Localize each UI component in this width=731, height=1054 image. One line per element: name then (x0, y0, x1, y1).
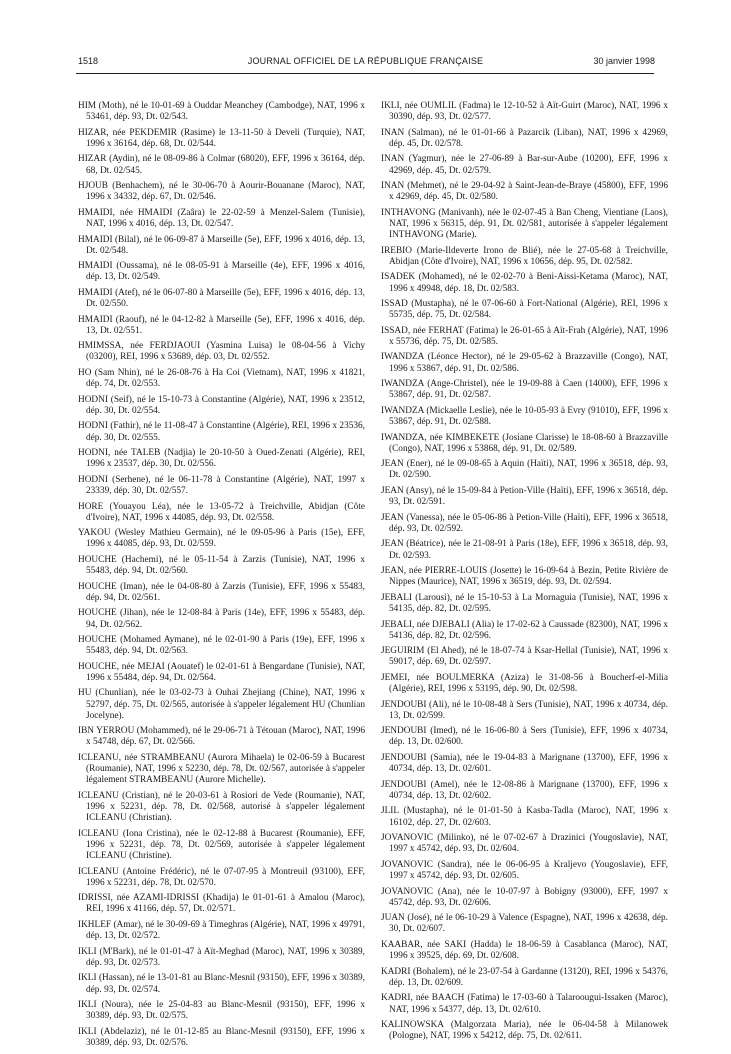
register-entry: HO (Sam Nhin), né le 26-08-76 à Ha Coi (Vietnam), NAT, 1996 x 41821, dép. 74, Dt. 02/553. (78, 368, 365, 390)
register-entry: HIZAR, née PEKDEMIR (Rasime) le 13-11-50 à Develi (Turquie), NAT, 1996 x 36164, dép. 68, Dt. 02/544. (78, 127, 365, 149)
register-entry: ICLEANU (Iona Cristina), née le 02-12-88 à Bucarest (Roumanie), EFF, 1996 x 52231, dép. 78, Dt. 02/569, autorisée à s'appeler légalement ICLEANU (Christine). (78, 828, 365, 862)
register-entry: JOVANOVIC (Milinko), né le 07-02-67 à Drazinici (Yougoslavie), NAT, 1997 x 45742, dép. 93, Dt. 02/604. (381, 833, 668, 855)
register-entry: IDRISSI, née AZAMI-IDRISSI (Khadija) le 01-01-61 à Amalou (Maroc), REI, 1996 x 41166, dép. 57, Dt. 02/571. (78, 893, 365, 915)
register-entry: HOUCHE, née MEJAI (Aouatef) le 02-01-61 à Bengardane (Tunisie), NAT, 1996 x 55484, dép. 94, Dt. 02/564. (78, 661, 365, 683)
register-entry: JENDOUBI (Ali), né le 10-08-48 à Sers (Tunisie), NAT, 1996 x 40734, dép. 13, Dt. 02/599. (381, 699, 668, 721)
register-entry: JOVANOVIC (Ana), née le 10-07-97 à Bobigny (93000), EFF, 1997 x 45742, dép. 93, Dt. 02/606. (381, 886, 668, 908)
register-entry: INAN (Mehmet), né le 29-04-92 à Saint-Jean-de-Braye (45800), EFF, 1996 x 42969, dép. 45, Dt. 02/580. (381, 181, 668, 203)
register-entry: IWANDZA (Léonce Hector), né le 29-05-62 à Brazzaville (Congo), NAT, 1996 x 53867, dép. 91, Dt. 02/586. (381, 352, 668, 374)
register-entry: IREBIO (Marie-Ildeverte Irono de Blié), née le 27-05-68 à Treichville, Abidjan (Côte d'Ivoire), NAT, 1996 x 10656, dép. 95, Dt. 02/582. (381, 245, 668, 267)
register-entry: KAABAR, née SAKI (Hadda) le 18-06-59 à Casablanca (Maroc), NAT, 1996 x 39525, dép. 69, Dt. 02/608. (381, 939, 668, 962)
register-entry: HU (Chunlian), née le 03-02-73 à Ouhai Zhejiang (Chine), NAT, 1996 x 52797, dép. 75, Dt. 02/565, autorisée à s'appeler légalement HU (Chunlian Jocelyne). (78, 688, 365, 721)
register-entry: HODNI (Fathir), né le 11-08-47 à Constantine (Algérie), REI, 1996 x 23536, dép. 30, Dt. 02/555. (78, 421, 365, 443)
register-entry: ICLEANU (Antoine Frédéric), né le 07-07-95 à Montreuil (93100), EFF, 1996 x 52231, dép. 78, Dt. 02/570. (78, 866, 365, 888)
register-entry: IKHLEF (Amar), né le 30-09-69 à Timeghras (Algérie), NAT, 1996 x 49791, dép. 13, Dt. 02/572. (78, 920, 365, 942)
register-entry: IKLI, née OUMLIL (Fadma) le 12-10-52 à Aït-Guirt (Maroc), NAT, 1996 x 30390, dép. 93, Dt. 02/577. (381, 101, 668, 123)
register-entry: HMAIDI (Oussama), né le 08-05-91 à Marseille (4e), EFF, 1996 x 4016, dép. 13, Dt. 02/549. (78, 261, 365, 283)
register-entry: KALINOWSKA (Malgorzata Maria), née le 06-04-58 à Milanowek (Pologne), NAT, 1996 x 54212, dép. 75, Dt. 02/611. (381, 1020, 668, 1042)
register-entry: HODNI (Serhene), né le 06-11-78 à Constantine (Algérie), NAT, 1997 x 23339, dép. 30, Dt. 02/557. (78, 474, 365, 496)
register-entry: JENDOUBI (Samia), née le 19-04-83 à Marignane (13700), EFF, 1996 x 40734, dép. 13, Dt. 02/601. (381, 753, 668, 775)
register-entry: JEBALI, née DJEBALI (Alia) le 17-02-62 à Caussade (82300), NAT, 1996 x 54136, dép. 82, Dt. 02/596. (381, 619, 668, 641)
register-entry: HODNI, née TALEB (Nadjia) le 20-10-50 à Oued-Zenati (Algérie), REI, 1996 x 23537, dép. 30, Dt. 02/556. (78, 448, 365, 470)
register-entry: JENDOUBI (Imed), né le 16-06-80 à Sers (Tunisie), EFF, 1996 x 40734, dép. 13, Dt. 02/600. (381, 726, 668, 748)
register-entry: IWANDZA (Mickaelle Leslie), née le 10-05-93 à Evry (91010), EFF, 1996 x 53867, dép. 91, Dt. 02/588. (381, 405, 668, 428)
register-entry: IBN YERROU (Mohammed), né le 29-06-71 à Tétouan (Maroc), NAT, 1996 x 54748, dép. 67, Dt. 02/566. (78, 726, 365, 748)
register-entry: JLIL (Mustapha), né le 01-01-50 à Kasba-Tadla (Maroc), NAT, 1996 x 16102, dép. 27, Dt. 02/603. (381, 806, 668, 828)
register-entry: JOVANOVIC (Sandra), née le 06-06-95 à Kraljevo (Yougoslavie), EFF, 1997 x 45742, dép. 93, Dt. 02/605. (381, 859, 668, 881)
register-entry: JUAN (José), né le 06-10-29 à Valence (Espagne), NAT, 1996 x 42638, dép. 30, Dt. 02/607. (381, 913, 668, 935)
register-entry: HOUCHE (Iman), née le 04-08-80 à Zarzis (Tunisie), EFF, 1996 x 55483, dép. 94, Dt. 02/561. (78, 581, 365, 603)
register-entry: KADRI (Bohalem), né le 23-07-54 à Gardanne (13120), REI, 1996 x 54376, dép. 13, Dt. 02/609. (381, 966, 668, 988)
register-entry: HMIMSSA, née FERDJAOUI (Yasmina Luisa) le 08-04-56 à Vichy (03200), REI, 1996 x 53689, dép. 03, Dt. 02/552. (78, 341, 365, 363)
register-entry: JEAN (Ansy), né le 15-09-84 à Petion-Ville (Haïti), EFF, 1996 x 36518, dép. 93, Dt. 02/591. (381, 486, 668, 508)
left-column (78, 101, 365, 1054)
register-entry: HORE (Youayou Léa), née le 13-05-72 à Treichville, Abidjan (Côte d'Ivoire), NAT, 1996 x 44085, dép. 93, Dt. 02/558. (78, 501, 365, 523)
publication-date: 30 janvier 1998 (593, 56, 655, 66)
register-entry: JEAN (Vanessa), née le 05-06-86 à Petion-Ville (Haïti), EFF, 1996 x 36518, dép. 93, Dt. 02/592. (381, 512, 668, 534)
register-entry: HMAIDI (Bilal), né le 06-09-87 à Marseille (5e), EFF, 1996 x 4016, dép. 13, Dt. 02/548. (78, 234, 365, 256)
register-entry: INAN (Salman), né le 01-01-66 à Pazarcik (Liban), NAT, 1996 x 42969, dép. 45, Dt. 02/578. (381, 127, 668, 149)
register-entry: HMAIDI (Raouf), né le 04-12-82 à Marseille (5e), EFF, 1996 x 4016, dép. 13, Dt. 02/551. (78, 314, 365, 336)
register-entry: HMAIDI, née HMAIDI (Zaâra) le 22-02-59 à Menzel-Salem (Tunisie), NAT, 1996 x 4016, dép. 13, Dt. 02/547. (78, 207, 365, 229)
register-entry: IKLI (M'Bark), né le 01-01-47 à Aït-Meghad (Maroc), NAT, 1996 x 30389, dép. 93, Dt. 02/573. (78, 946, 365, 968)
register-entry: JEAN (Ener), né le 09-08-65 à Aquin (Haïti), NAT, 1996 x 36518, dép. 93, Dt. 02/590. (381, 459, 668, 481)
register-entry: JEMEI, née BOULMERKA (Aziza) le 31-08-56 à Boucherf-el-Milia (Algérie), REI, 1996 x 53195, dép. 90, Dt. 02/598. (381, 672, 668, 695)
register-entry: HJOUB (Benhachem), né le 30-06-70 à Aourir-Bouanane (Maroc), NAT, 1996 x 34332, dép. 67, Dt. 02/546. (78, 181, 365, 203)
register-entry: IWANDZA (Ange-Christel), née le 19-09-88 à Caen (14000), EFF, 1996 x 53867, dép. 91, Dt. 02/587. (381, 379, 668, 401)
right-column (381, 101, 668, 1047)
register-entry: HODNI (Seif), né le 15-10-73 à Constantine (Algérie), NAT, 1996 x 23512, dép. 30, Dt. 02/554. (78, 394, 365, 416)
register-entry: INTHAVONG (Manivanh), née le 02-07-45 à Ban Cheng, Vientiane (Laos), NAT, 1996 x 56315, dép. 91, Dt. 02/581, autorisée à s'appeler légalement INTHAVONG (Marie). (381, 207, 668, 241)
register-entry: ISADEK (Mohamed), né le 02-02-70 à Beni-Aissi-Ketama (Maroc), NAT, 1996 x 49948, dép. 18, Dt. 02/583. (381, 272, 668, 294)
register-entry: INAN (Yagmur), née le 27-06-89 à Bar-sur-Aube (10200), EFF, 1996 x 42969, dép. 45, Dt. 02/579. (381, 154, 668, 176)
register-entry: HMAIDI (Atef), né le 06-07-80 à Marseille (5e), EFF, 1996 x 4016, dép. 13, Dt. 02/550. (78, 287, 365, 310)
register-entry: YAKOU (Wesley Mathieu Germain), né le 09-05-96 à Paris (15e), EFF, 1996 x 44085, dép. 93, Dt. 02/559. (78, 528, 365, 550)
header-rule (76, 73, 654, 74)
page-header (76, 56, 655, 72)
page-number: 1518 (78, 56, 99, 66)
register-entry: ICLEANU, née STRAMBEANU (Aurora Mihaela) le 02-06-59 à Bucarest (Roumanie), NAT, 1996 x 52230, dép. 78, Dt. 02/567, autorisée à s'appeler légalement STRAMBEANU (Aurore Michelle). (78, 753, 365, 786)
register-entry: HOUCHE (Mohamed Aymane), né le 02-01-90 à Paris (19e), EFF, 1996 x 55483, dép. 94, Dt. 02/563. (78, 635, 365, 657)
register-entry: IWANDZA, née KIMBEKETE (Josiane Clarisse) le 18-08-60 à Brazzaville (Congo), NAT, 1996 x 53868, dép. 91, Dt. 02/589. (381, 432, 668, 454)
register-entry: JEGUIRIM (El Ahed), né le 18-07-74 à Ksar-Hellal (Tunisie), NAT, 1996 x 59017, dép. 69, Dt. 02/597. (381, 646, 668, 668)
register-entry: ISSAD, née FERHAT (Fatima) le 26-01-65 à Aït-Frah (Algérie), NAT, 1996 x 55736, dép. 75, Dt. 02/585. (381, 325, 668, 347)
register-entry: JENDOUBI (Amel), née le 12-08-86 à Marignane (13700), EFF, 1996 x 40734, dép. 13, Dt. 02/602. (381, 779, 668, 801)
register-entry: HOUCHE (Hachemi), né le 05-11-54 à Zarzis (Tunisie), NAT, 1996 x 55483, dép. 94, Dt. 02/560. (78, 554, 365, 577)
register-entry: IKLI (Hassan), né le 13-01-81 au Blanc-Mesnil (93150), EFF, 1996 x 30389, dép. 93, Dt. 02/574. (78, 973, 365, 995)
register-entry: HOUCHE (Jihan), née le 12-08-84 à Paris (14e), EFF, 1996 x 55483, dép. 94, Dt. 02/562. (78, 608, 365, 630)
register-entry: IKLI (Noura), née le 25-04-83 au Blanc-Mesnil (93150), EFF, 1996 x 30389, dép. 93, Dt. 02/575. (78, 1000, 365, 1022)
register-entry: KADRI, née BAACH (Fatima) le 17-03-60 à Talaroougui-Issaken (Maroc), NAT, 1996 x 54377, dép. 13, Dt. 02/610. (381, 993, 668, 1015)
register-entry: HIZAR (Aydin), né le 08-09-86 à Colmar (68020), EFF, 1996 x 36164, dép. 68, Dt. 02/545. (78, 154, 365, 176)
register-entry: HIM (Moth), né le 10-01-69 à Ouddar Meanchey (Cambodge), NAT, 1996 x 53461, dép. 93, Dt. 02/543. (78, 101, 365, 123)
register-entry: ICLEANU (Cristian), né le 20-03-61 à Rosiori de Vede (Roumanie), NAT, 1996 x 52231, dép. 78, Dt. 02/568, autorisé à s'appeler légalement ICLEANU (Christian). (78, 790, 365, 824)
register-entry: ISSAD (Mustapha), né le 07-06-60 à Fort-National (Algérie), REI, 1996 x 55735, dép. 75, Dt. 02/584. (381, 299, 668, 321)
register-entry: IKLI (Abdelaziz), né le 01-12-85 au Blanc-Mesnil (93150), EFF, 1996 x 30389, dép. 93, Dt. 02/576. (78, 1026, 365, 1048)
register-entry: JEBALI (Larousi), né le 15-10-53 à La Mornaguia (Tunisie), NAT, 1996 x 54135, dép. 82, Dt. 02/595. (381, 592, 668, 614)
register-entry: JEAN (Béatrice), née le 21-08-91 à Paris (18e), EFF, 1996 x 36518, dép. 93, Dt. 02/593. (381, 539, 668, 561)
register-entry: JEAN, née PIERRE-LOUIS (Josette) le 16-09-64 à Bezin, Petite Rivière de Nippes (Maurice), NAT, 1996 x 36519, dép. 93, Dt. 02/594. (381, 566, 668, 588)
journal-title: JOURNAL OFFICIEL DE LA RÉPUBLIQUE FRANÇAISE (247, 56, 484, 66)
